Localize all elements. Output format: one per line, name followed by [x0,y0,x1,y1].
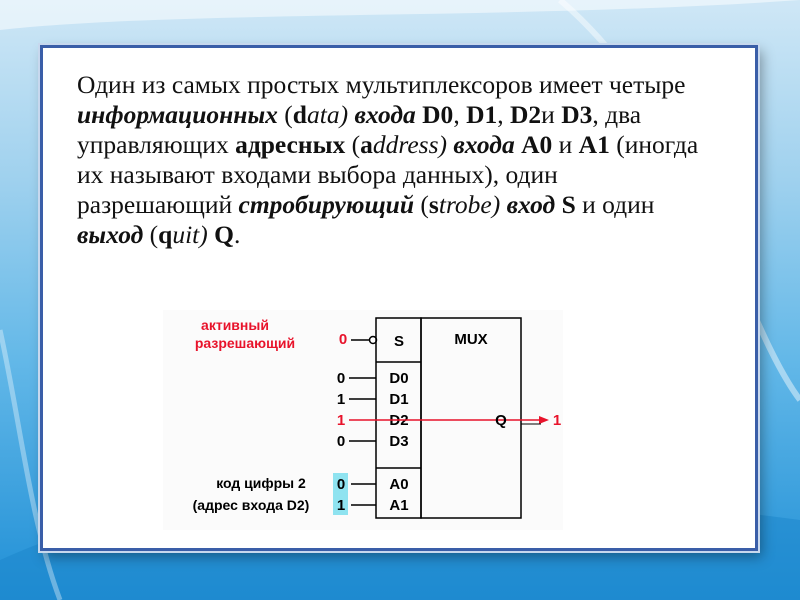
text-run: , [453,100,467,129]
enable-value: 0 [338,331,348,348]
text-run: , [497,100,510,129]
data-value-d3: 0 [336,433,346,450]
text-run: D2 [509,100,542,129]
output-pin-label: Q [495,412,507,429]
main-paragraph [77,70,717,250]
text-run: вход [506,190,556,219]
text-run: (иногда их называют входами выбора данных), один разрешающий [77,130,699,219]
text-run: uit) [172,220,215,249]
output-arrow [539,416,549,424]
text-run: адресных [235,130,346,159]
text-run: A1 [578,130,610,159]
text-run: Q [214,220,234,249]
text-run: s [428,190,439,219]
text-run: Один из самых простых мультиплексоров имеет четыре [77,70,686,99]
text-run: ata) [306,100,355,129]
text-run: a [360,130,373,159]
text-run: входа [354,100,416,129]
text-run: trobe) [438,190,507,219]
address-label-line1: код цифры 2 [216,475,306,491]
slide-frame [40,45,758,551]
pin-d0: D0 [389,370,409,387]
data-inputs [337,370,409,450]
enable-label-line1: активный [201,317,269,333]
text-run: ( [143,220,159,249]
text-run: D0 [422,100,454,129]
pin-a0: A0 [389,476,409,493]
text-run: ( [414,190,429,219]
data-value-d2: 1 [336,412,346,429]
address-value-a0: 0 [336,476,346,493]
text-run: ( [277,100,293,129]
text-run: входа [453,130,515,159]
text-run: , два управляющих [77,100,642,159]
address-value-a1: 1 [336,497,346,514]
data-value-d0: 0 [336,370,346,387]
text-run: и [541,100,562,129]
text-run: ( [345,130,361,159]
pin-d3: D3 [389,433,409,450]
data-value-d1: 1 [336,391,346,408]
text-run: и [552,130,579,159]
text-run: D3 [561,100,593,129]
mux-diagram-svg [163,310,563,530]
text-run: выход [77,220,144,249]
text-run: информационных [77,100,278,129]
enable-label-line2: разрешающий [194,335,296,351]
text-run: A0 [521,130,553,159]
pin-d1: D1 [389,391,409,408]
strobe-pin-label: S [393,333,405,350]
text-run: S [561,190,576,219]
mux-diagram [163,310,563,530]
text-run: . [233,220,241,249]
pin-d2: D2 [389,412,409,429]
output-value: 1 [552,412,562,429]
text-run: стробирующий [238,190,415,219]
address-label-line2: (адрес входа D2) [192,497,310,513]
text-run: q [158,220,173,249]
text-run: D1 [466,100,498,129]
text-run: ddress) [372,130,454,159]
text-run: d [292,100,307,129]
pin-a1: A1 [389,497,409,514]
text-run: и один [575,190,655,219]
mux-title: MUX [454,331,488,348]
